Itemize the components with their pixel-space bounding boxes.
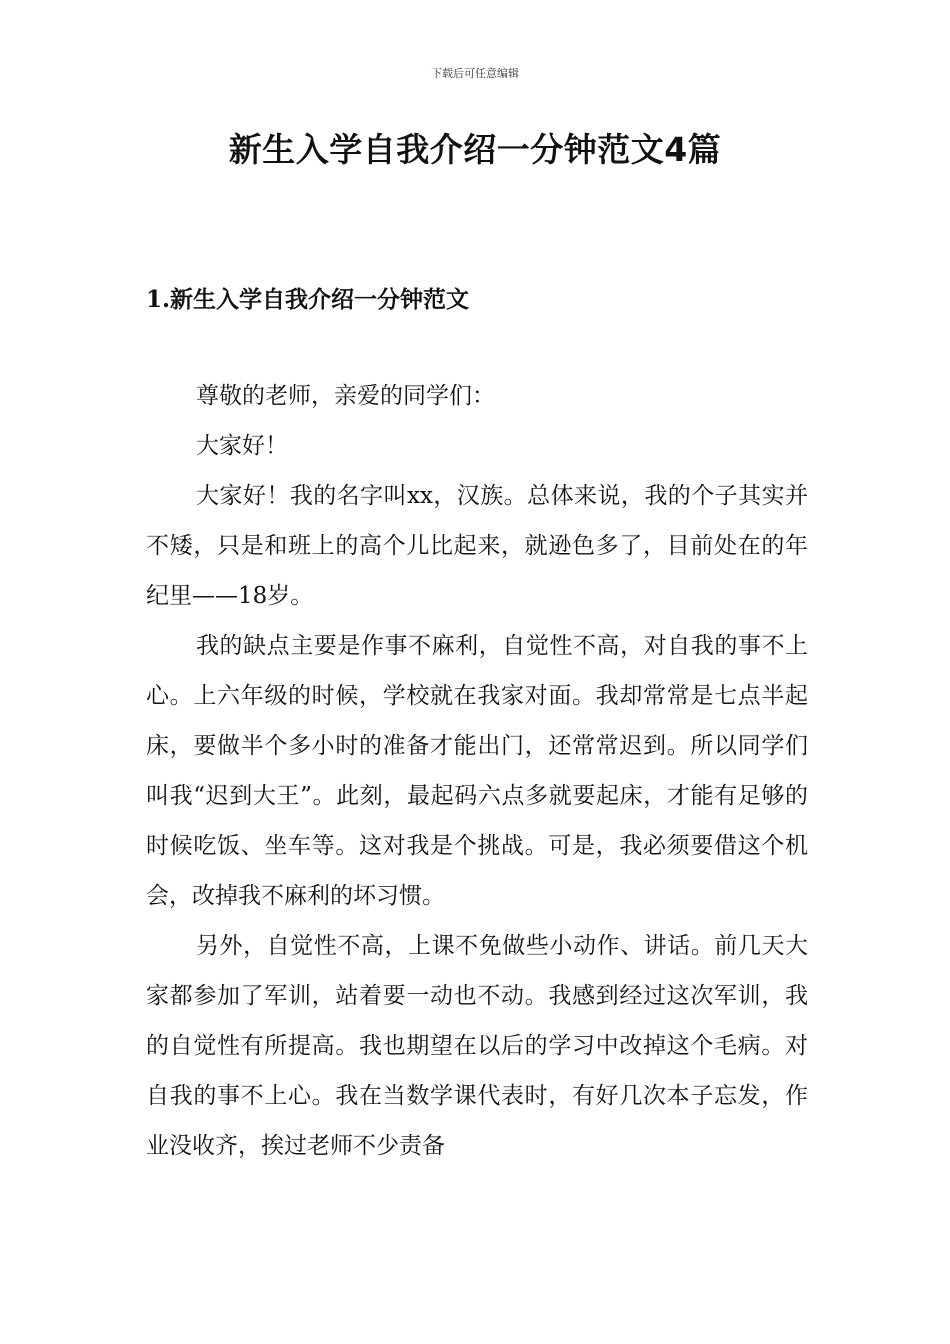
paragraph-shortcomings: 我的缺点主要是作事不麻利，自觉性不高，对自我的事不上心。上六年级的时候，学校就在我家对面。我却常常是七点半起床，要做半个多小时的准备才能出门，还常常迟到。所以同学们叫我“迟到大王”。此刻，最起码六点多就要起床，才能有足够的时候吃饭、坐车等。这对我是个挑战。可是，我必须要借这个机会，改掉我不麻利的坏习惯。	[146, 633, 808, 909]
document-title: 新生入学自我介绍一分钟范文4篇	[228, 130, 722, 169]
paragraph-introduction: 大家好！我的名字叫xx，汉族。总体来说，我的个子其实并不矮，只是和班上的高个儿比起来，就逊色多了，目前处在的年纪里——18岁。	[146, 483, 808, 609]
paragraph-salutation: 尊敬的老师，亲爱的同学们：	[196, 383, 495, 409]
section-heading: 1.新生入学自我介绍一分钟范文	[146, 286, 470, 313]
paragraph-self-discipline: 另外，自觉性不高，上课不免做些小动作、讲话。前几天大家都参加了军训，站着要一动也不动。我感到经过这次军训，我的自觉性有所提高。我也期望在以后的学习中改掉这个毛病。对自我的事不上心。我在当数学课代表时，有好几次本子忘发，作业没收齐，挨过老师不少责备	[146, 933, 808, 1159]
paragraph-greeting: 大家好！	[196, 433, 288, 459]
header-note: 下载后可任意编辑	[431, 67, 519, 80]
body-text	[146, 371, 808, 1171]
